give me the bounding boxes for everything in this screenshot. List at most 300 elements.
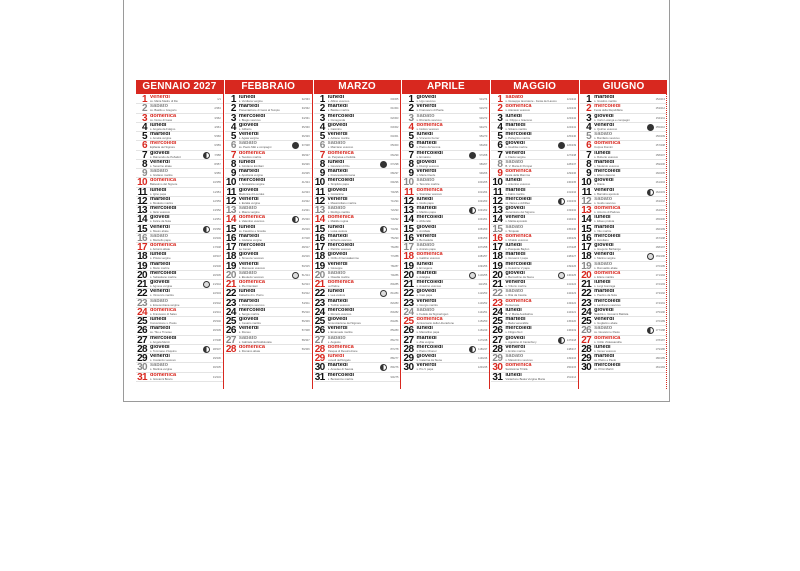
day-row (580, 188, 667, 197)
day-text (592, 280, 655, 288)
saint-name: s. Francesco di Sales (150, 312, 177, 316)
day-row (225, 345, 312, 354)
day-number: 8 (142, 159, 147, 169)
saint-name: s. Igino papa (150, 192, 167, 196)
day-number: 26 (403, 326, 414, 336)
day-text (414, 225, 477, 233)
weekday-label: lunedì (505, 178, 522, 184)
day-text (414, 132, 479, 140)
day-number: 26 (225, 326, 236, 336)
saint-name: s. Torquato (505, 229, 520, 233)
day-of-year: 15/350 (212, 227, 221, 231)
day-text (503, 188, 566, 196)
weekday-label: giovedì (416, 95, 437, 100)
day-of-year: 117/248 (478, 338, 488, 342)
weekday-label: lunedì (327, 224, 345, 230)
weekday-label: venerdì (327, 132, 348, 137)
weekday-label: mercoledì (416, 280, 443, 285)
day-row (314, 215, 401, 224)
day-text (503, 289, 566, 297)
day-text (414, 243, 477, 251)
day-number: 16 (225, 233, 236, 243)
saint-name: Corpus Domini (594, 146, 613, 150)
day-of-year: 33/332 (301, 107, 310, 111)
day-number: 23 (225, 298, 236, 308)
day-text (414, 289, 478, 297)
day-row (491, 299, 578, 308)
day-text (414, 354, 478, 362)
saint-name: s. Vittorio martire (505, 285, 527, 288)
day-text (148, 363, 213, 371)
day-number: 23 (403, 298, 414, 308)
day-number: 6 (230, 141, 236, 151)
day-row (225, 160, 312, 169)
day-of-year: 21/344 (212, 283, 221, 286)
day-row (314, 271, 401, 280)
day-number: 5 (497, 132, 503, 142)
day-text (592, 178, 655, 186)
weekday-label: domenica (505, 363, 532, 369)
day-text (503, 243, 566, 251)
saint-name: s. Adriano martire (327, 137, 350, 140)
day-of-year: 44/321 (301, 209, 310, 212)
weekday-label: mercoledì (594, 363, 621, 369)
day-of-year: 126/239 (566, 144, 577, 148)
day-of-year: 100/265 (477, 181, 488, 185)
day-text (414, 197, 477, 205)
day-text (503, 317, 566, 325)
day-number: 9 (142, 169, 147, 179)
saint-name: s. Eulalia vergine (238, 201, 261, 205)
saint-name: s. Romolo vescovo (327, 312, 352, 316)
day-text (148, 104, 214, 112)
day-of-year: 148/217 (566, 347, 577, 351)
day-number: 1 (586, 95, 592, 105)
day-text (414, 336, 478, 344)
day-number: 10 (314, 178, 325, 188)
weekday-label: domenica (416, 252, 443, 258)
day-text (592, 354, 655, 362)
weekday-label: domenica (238, 150, 265, 156)
day-of-year: 178/187 (655, 338, 665, 342)
day-of-year: 136/229 (566, 236, 577, 240)
saint-name: s. Valentino vescovo (238, 220, 265, 224)
day-text (592, 95, 655, 103)
saint-name: s. Teodoro martire (238, 155, 262, 159)
weekday-label: mercoledì (416, 215, 443, 221)
saint-name: ss. Primi Martiri (594, 368, 614, 372)
day-of-year: 169/196 (655, 255, 665, 259)
saint-name: s. Marcello papa (150, 238, 171, 242)
day-of-year: 62/303 (390, 116, 399, 120)
day-text (237, 280, 302, 288)
weekday-label: mercoledì (238, 243, 266, 248)
day-number: 13 (492, 206, 503, 216)
saint-name: s. Romano abate (238, 349, 261, 353)
day-of-year: 102/263 (477, 199, 488, 203)
day-row (491, 280, 578, 289)
day-text (326, 197, 391, 205)
weekday-label: venerdì (594, 252, 615, 258)
day-number: 23 (581, 298, 592, 308)
day-text (414, 114, 479, 122)
day-number: 27 (492, 335, 503, 345)
day-row (136, 123, 223, 132)
day-of-year: 97/268 (479, 153, 488, 157)
day-text (326, 141, 391, 149)
weekday-label: martedì (150, 196, 171, 202)
day-of-year: 51/314 (301, 273, 310, 277)
day-number: 5 (408, 132, 414, 142)
day-number: 21 (314, 280, 325, 290)
weekday-label: lunedì (327, 95, 345, 100)
day-row (402, 225, 489, 234)
weekday-label: giovedì (150, 215, 170, 221)
weekday-label: giovedì (238, 317, 259, 322)
saint-name: s. Giovanni di Dio (327, 164, 350, 168)
saint-name: s. Verdiana vergine (238, 100, 263, 103)
weekday-label: lunedì (505, 372, 522, 378)
day-of-year: 104/261 (477, 218, 488, 222)
day-row (314, 197, 401, 206)
weekday-label: sabato (416, 307, 435, 313)
day-number: 21 (581, 280, 592, 290)
day-row (314, 289, 401, 298)
weekday-label: mercoledì (505, 326, 532, 332)
weekday-label: sabato (594, 326, 613, 332)
weekday-label: domenica (150, 372, 177, 378)
day-text (503, 160, 566, 168)
day-of-year: 139/226 (566, 264, 577, 268)
saint-name: s. Lanfranco vescovo (594, 303, 621, 307)
weekday-label: martedì (327, 104, 348, 110)
day-of-year: 161/204 (655, 181, 665, 185)
weekday-label: martedì (594, 95, 615, 100)
day-row (136, 262, 223, 271)
day-of-year: 101/264 (477, 190, 488, 194)
saint-name: s. Guido vescovo (594, 201, 616, 205)
day-of-year: 94/271 (479, 125, 488, 129)
saint-name: s. Terenzio martire (416, 183, 440, 187)
weekday-label: martedì (416, 335, 437, 341)
day-row (491, 114, 578, 123)
weekday-label: lunedì (505, 307, 522, 313)
day-number: 17 (137, 243, 147, 253)
saint-name: s. Ireneo vescovo (594, 349, 617, 353)
day-of-year: 157/208 (655, 144, 665, 148)
weekday-label: mercoledì (150, 206, 177, 211)
day-number: 9 (319, 169, 325, 179)
day-of-year: 143/222 (566, 301, 577, 305)
weekday-label: martedì (327, 233, 348, 239)
weekday-label: domenica (327, 280, 354, 285)
day-of-year: 52/313 (301, 283, 310, 286)
saint-name: s. Gilberto (238, 127, 252, 131)
day-number: 24 (225, 307, 236, 317)
saint-name: ss. Nereo e Achilleo (505, 201, 531, 205)
day-text (414, 280, 478, 288)
day-number: 3 (319, 113, 325, 123)
day-number: 4 (497, 122, 503, 132)
day-row (580, 114, 667, 123)
day-row (580, 363, 667, 372)
weekday-label: sabato (150, 104, 169, 110)
weekday-label: domenica (505, 233, 532, 239)
day-row (402, 132, 489, 141)
calendar-grid (136, 80, 667, 389)
weekday-label: venerdì (150, 224, 170, 230)
day-text (148, 197, 213, 205)
weekday-label: giovedì (505, 335, 525, 341)
day-text (326, 308, 391, 316)
day-of-year: 7/358 (214, 153, 221, 157)
day-text (237, 308, 302, 316)
day-of-year: 88/277 (390, 357, 399, 360)
day-row (580, 354, 667, 363)
day-text (503, 262, 566, 270)
day-number: 14 (492, 215, 503, 225)
day-row (225, 178, 312, 187)
saint-name: s. Bernadette (416, 238, 434, 242)
day-number: 26 (137, 326, 147, 336)
saint-name: s. Giuseppe lavoratore - Festa del Lavoro (505, 100, 557, 103)
day-row (580, 345, 667, 354)
day-of-year: 1/1 (217, 98, 221, 101)
day-row (402, 141, 489, 150)
weekday-label: venerdì (416, 363, 437, 369)
saint-name: s. Luigi Gonzaga (594, 285, 616, 288)
day-of-year: 34/331 (301, 116, 310, 120)
day-text (592, 336, 655, 344)
saint-name: s. Paolino da Nola (594, 294, 617, 298)
day-of-year: 57/308 (301, 329, 310, 333)
saint-name: s. Rodrigo martire (327, 211, 350, 214)
day-number: 27 (314, 335, 325, 345)
day-row (402, 336, 489, 345)
day-of-year: 40/325 (301, 172, 310, 175)
day-number: 21 (403, 280, 414, 290)
day-number: 16 (581, 233, 592, 243)
weekday-label: martedì (238, 233, 260, 239)
day-of-year: 81/284 (390, 292, 399, 296)
day-row (491, 141, 578, 150)
day-of-year: 25/340 (212, 320, 221, 323)
day-number: 5 (142, 132, 147, 142)
day-text (237, 326, 302, 334)
day-number: 31 (137, 372, 147, 382)
day-number: 24 (492, 307, 503, 317)
day-text (326, 243, 391, 251)
day-row (314, 363, 401, 372)
day-number: 7 (319, 150, 325, 160)
day-text (237, 206, 302, 214)
day-row (491, 234, 578, 243)
saint-name: s. Ermanno (416, 155, 431, 159)
day-of-year: 138/227 (566, 255, 577, 259)
saint-name: s. Martina vergine (150, 368, 173, 372)
day-number: 7 (497, 150, 503, 160)
weekday-label: venerdì (327, 326, 348, 332)
day-row (580, 197, 667, 206)
day-text (237, 289, 302, 297)
day-row (491, 188, 578, 197)
saint-name: s. Angela da Foligno (150, 127, 176, 131)
day-text (503, 280, 566, 288)
saint-name: s. Antonio abate (150, 248, 171, 251)
day-of-year: 140/225 (566, 273, 577, 277)
saint-name: s. Apollonia vergine (238, 174, 264, 177)
saint-name: s. Sergio martire (238, 312, 260, 316)
day-number: 14 (314, 215, 325, 225)
day-text (592, 299, 655, 307)
day-text (592, 197, 655, 205)
day-number: 22 (581, 289, 592, 299)
weekday-label: sabato (327, 335, 346, 341)
day-of-year: 170/195 (655, 264, 665, 268)
day-text (414, 363, 477, 371)
weekday-label: lunedì (238, 289, 256, 295)
day-row (402, 178, 489, 187)
day-of-year: 68/297 (390, 172, 399, 175)
day-of-year: 8/357 (214, 162, 221, 166)
weekday-label: lunedì (238, 224, 256, 230)
saint-name: ss. Perpetua e Felicita (327, 155, 356, 159)
moon-phase-icon (469, 152, 476, 159)
day-row (402, 104, 489, 113)
day-number: 20 (314, 270, 325, 280)
day-row (314, 252, 401, 261)
saint-name: s. Francesca Romana (327, 174, 356, 177)
saint-name: s. Zita vergine (416, 340, 435, 344)
day-number: 17 (403, 243, 414, 253)
day-of-year: 120/245 (477, 366, 488, 370)
day-of-year: 130/235 (566, 181, 577, 185)
day-row (136, 243, 223, 252)
saint-name: s. Beniamino martire (327, 377, 354, 381)
day-text (414, 326, 478, 334)
day-row (580, 132, 667, 141)
saint-name: s. Giustino martire (594, 100, 617, 103)
weekday-label: mercoledì (150, 335, 177, 341)
day-row (314, 206, 401, 215)
saint-name: s. Dionigi vescovo (416, 164, 440, 168)
day-text (237, 252, 302, 260)
day-number: 15 (581, 224, 592, 234)
day-text (237, 225, 302, 233)
weekday-label: domenica (416, 317, 443, 322)
day-row (491, 336, 578, 345)
day-number: 12 (314, 196, 325, 206)
day-text (148, 326, 213, 334)
day-number: 17 (225, 243, 236, 253)
day-row (580, 262, 667, 271)
weekday-label: martedì (327, 169, 348, 174)
day-text (592, 104, 655, 112)
weekday-label: lunedì (505, 243, 522, 248)
day-text (148, 252, 213, 260)
weekday-label: giovedì (594, 178, 614, 184)
day-of-year: 87/278 (390, 347, 399, 351)
day-text (592, 151, 655, 159)
saint-name: s. Filippo Neri (505, 331, 523, 335)
saint-name: s. Amelia vergine (150, 137, 172, 140)
day-text (148, 271, 213, 279)
saint-name: s. Pietro da Verona (416, 146, 441, 150)
day-number: 22 (137, 289, 147, 299)
day-number: 11 (404, 187, 414, 197)
day-number: 27 (403, 335, 414, 345)
saint-name: Pentecoste (505, 303, 520, 307)
day-of-year: 112/253 (478, 292, 488, 296)
weekday-label: domenica (416, 122, 443, 128)
weekday-label: domenica (327, 344, 354, 350)
day-number: 10 (225, 178, 236, 188)
day-of-year: 141/224 (566, 283, 577, 286)
saint-name: s. Amedeo di Savoia (327, 368, 354, 372)
weekday-label: domenica (238, 344, 265, 350)
day-of-year: 115/250 (478, 320, 488, 323)
day-of-year: 173/192 (655, 292, 665, 296)
day-text (148, 234, 213, 242)
weekday-label: domenica (594, 141, 621, 147)
weekday-label: domenica (594, 206, 621, 211)
day-row (136, 289, 223, 298)
day-of-year: 6/359 (214, 144, 221, 148)
day-row (136, 373, 223, 382)
saint-name: s. Vito martire (594, 229, 612, 233)
day-number: 13 (225, 206, 236, 216)
saint-name: s. Biagio vescovo (238, 118, 261, 122)
weekday-label: venerdì (594, 317, 615, 322)
weekday-label: sabato (594, 196, 613, 202)
day-text (326, 354, 391, 362)
weekday-label: martedì (594, 354, 615, 359)
day-of-year: 74/291 (390, 227, 399, 231)
day-row (136, 141, 223, 150)
weekday-label: domenica (238, 280, 265, 285)
day-of-year: 64/301 (390, 135, 399, 138)
day-of-year: 30/335 (212, 366, 221, 370)
day-number: 29 (137, 354, 147, 364)
day-of-year: 137/228 (566, 246, 577, 249)
day-number: 15 (492, 224, 503, 234)
day-of-year: 172/193 (655, 283, 665, 286)
day-of-year: 69/296 (390, 181, 399, 185)
day-number: 5 (319, 132, 325, 142)
day-of-year: 13/352 (212, 209, 221, 212)
saint-name: s. Romeo (238, 331, 251, 335)
day-number: 28 (581, 344, 592, 354)
day-text (326, 271, 391, 279)
day-number: 28 (403, 344, 414, 354)
day-number: 21 (225, 280, 236, 290)
day-of-year: 142/223 (566, 292, 577, 296)
weekday-label: giovedì (594, 243, 614, 248)
saint-name: s. Pier Damiani (238, 285, 258, 288)
day-row (402, 326, 489, 335)
day-text (414, 141, 479, 149)
day-row (136, 104, 223, 113)
day-text (503, 373, 566, 381)
weekday-label: venerdì (505, 280, 526, 285)
day-text (237, 132, 302, 140)
day-text (326, 326, 391, 334)
day-text (237, 197, 302, 205)
day-of-year: 125/240 (566, 135, 577, 138)
weekday-label: lunedì (416, 132, 433, 137)
saint-name: s. Carlo Lwanga e compagni (594, 118, 630, 122)
saint-name: s. Annibale (416, 229, 431, 233)
